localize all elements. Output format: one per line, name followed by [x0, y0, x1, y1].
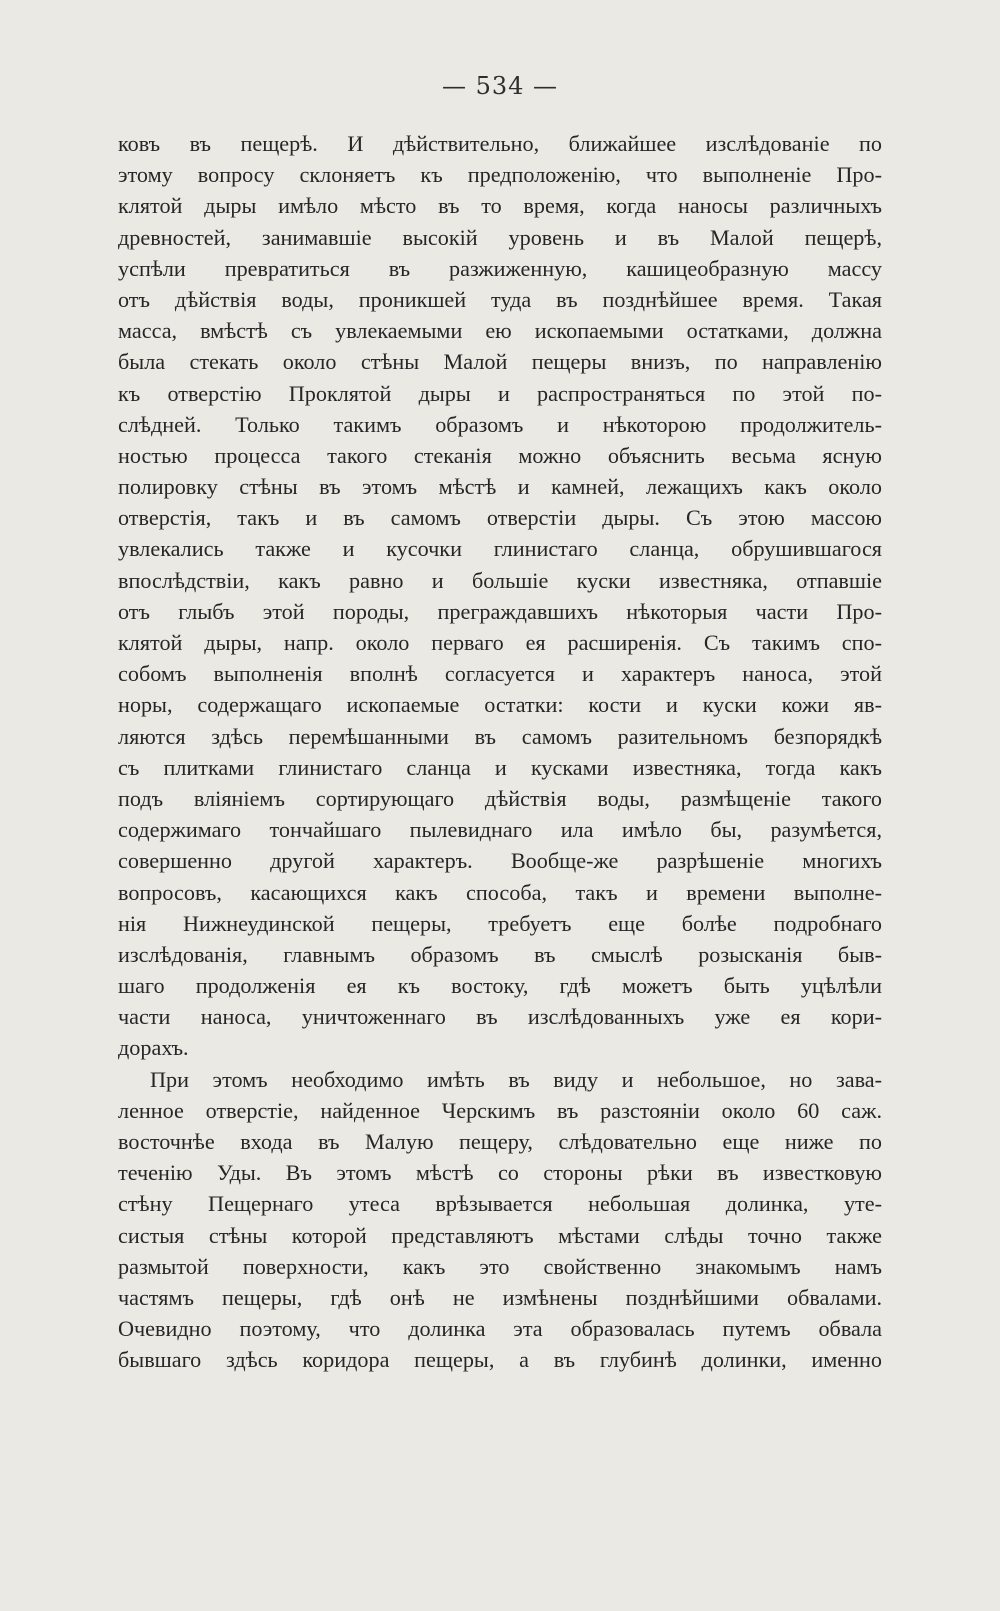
text-line: размытой поверхности, какъ это свойственно знакомымъ намъ	[118, 1253, 882, 1279]
text-line: ленное отверстіе, найденное Черскимъ въ разстояніи около 60 саж.	[118, 1097, 882, 1123]
text-line: частямъ пещеры, гдѣ онѣ не измѣнены позднѣйшими обвалами.	[118, 1284, 882, 1310]
text-line: этому вопросу склоняетъ къ предположенію, что выполненіе Про-	[118, 162, 882, 188]
text-line: собомъ выполненія вполнѣ согласуется и характеръ наноса, этой	[118, 661, 882, 687]
text-line: отъ дѣйствія воды, проникшей туда въ позднѣйшее время. Такая	[118, 286, 882, 312]
paragraph-end-line: дорахъ.	[118, 1035, 189, 1061]
text-line: бывшаго здѣсь коридора пещеры, а въ глубинѣ долинки, именно	[118, 1347, 882, 1373]
text-line: содержимаго тончайшаго пылевиднаго ила имѣло бы, разумѣется,	[118, 817, 882, 843]
body-text	[118, 128, 882, 1376]
page-number: — 534 —	[441, 72, 559, 100]
text-line: масса, вмѣстѣ съ увлекаемыми ею ископаемыми остатками, должна	[118, 318, 882, 344]
text-line: части наноса, уничтоженнаго въ изслѣдованныхъ уже ея кори-	[118, 1004, 882, 1030]
text-line: успѣли превратиться въ разжиженную, кашицеобразную массу	[118, 255, 882, 281]
text-line: ляются здѣсь перемѣшанными въ самомъ разительномъ безпорядкѣ	[118, 723, 882, 749]
text-line: нія Нижнеудинской пещеры, требуетъ еще болѣе подробнаго	[118, 910, 882, 936]
text-line: увлекались также и кусочки глинистаго сланца, обрушившагося	[118, 536, 882, 562]
text-line: вопросовъ, касающихся какъ способа, такъ и времени выполне-	[118, 879, 882, 905]
text-line: клятой дыры, напр. около перваго ея расширенія. Съ такимъ спо-	[118, 630, 882, 655]
text-line: была стекать около стѣны Малой пещеры внизъ, по направленію	[118, 349, 882, 375]
text-line: стѣну Пещернаго утеса врѣзывается небольшая долинка, уте-	[118, 1191, 882, 1217]
text-line: къ отверстію Проклятой дыры и распространяться по этой по-	[118, 380, 882, 406]
text-line: полировку стѣны въ этомъ мѣстѣ и камней, лежащихъ какъ около	[118, 474, 882, 500]
text-line: ковъ въ пещерѣ. И дѣйствительно, ближайшее изслѣдованіе по	[118, 131, 882, 156]
text-line: клятой дыры имѣло мѣсто въ то время, когда наносы различныхъ	[118, 193, 882, 219]
text-line: изслѣдованія, главнымъ образомъ въ смыслѣ розысканія быв-	[118, 941, 882, 967]
text-line: съ плитками глинистаго сланца и кусками известняка, тогда какъ	[118, 754, 882, 780]
text-line: восточнѣе входа въ Малую пещеру, слѣдовательно еще ниже по	[118, 1129, 882, 1154]
text-line: систыя стѣны которой представляютъ мѣстами слѣды точно также	[118, 1222, 882, 1248]
text-line: подъ вліяніемъ сортирующаго дѣйствія воды, размѣщеніе такого	[118, 785, 882, 811]
text-line: шаго продолженія ея къ востоку, гдѣ можетъ быть уцѣлѣли	[118, 973, 882, 999]
text-line: древностей, занимавшіе высокій уровень и въ Малой пещерѣ,	[118, 224, 882, 250]
text-line: норы, содержащаго ископаемые остатки: кости и куски кожи яв-	[118, 692, 882, 718]
text-line: слѣдней. Только такимъ образомъ и нѣкоторою продолжитель-	[118, 411, 882, 437]
text-line: отъ глыбъ этой породы, преграждавшихъ нѣкоторыя части Про-	[118, 598, 882, 624]
text-line: Очевидно поэтому, что долинка эта образовалась путемъ обвала	[118, 1316, 882, 1342]
text-line: совершенно другой характеръ. Вообще-же разрѣшеніе многихъ	[118, 848, 882, 874]
paragraph-start-line: При этомъ необходимо имѣть въ виду и небольшое, но зава-	[150, 1066, 882, 1092]
text-line: впослѣдствіи, какъ равно и большіе куски известняка, отпавшіе	[118, 567, 882, 593]
text-line: отверстія, такъ и въ самомъ отверстіи дыры. Съ этою массою	[118, 505, 882, 531]
text-line: ностью процесса такого стеканія можно объяснить весьма ясную	[118, 442, 882, 468]
text-line: теченію Уды. Въ этомъ мѣстѣ со стороны рѣки въ известковую	[118, 1160, 882, 1186]
